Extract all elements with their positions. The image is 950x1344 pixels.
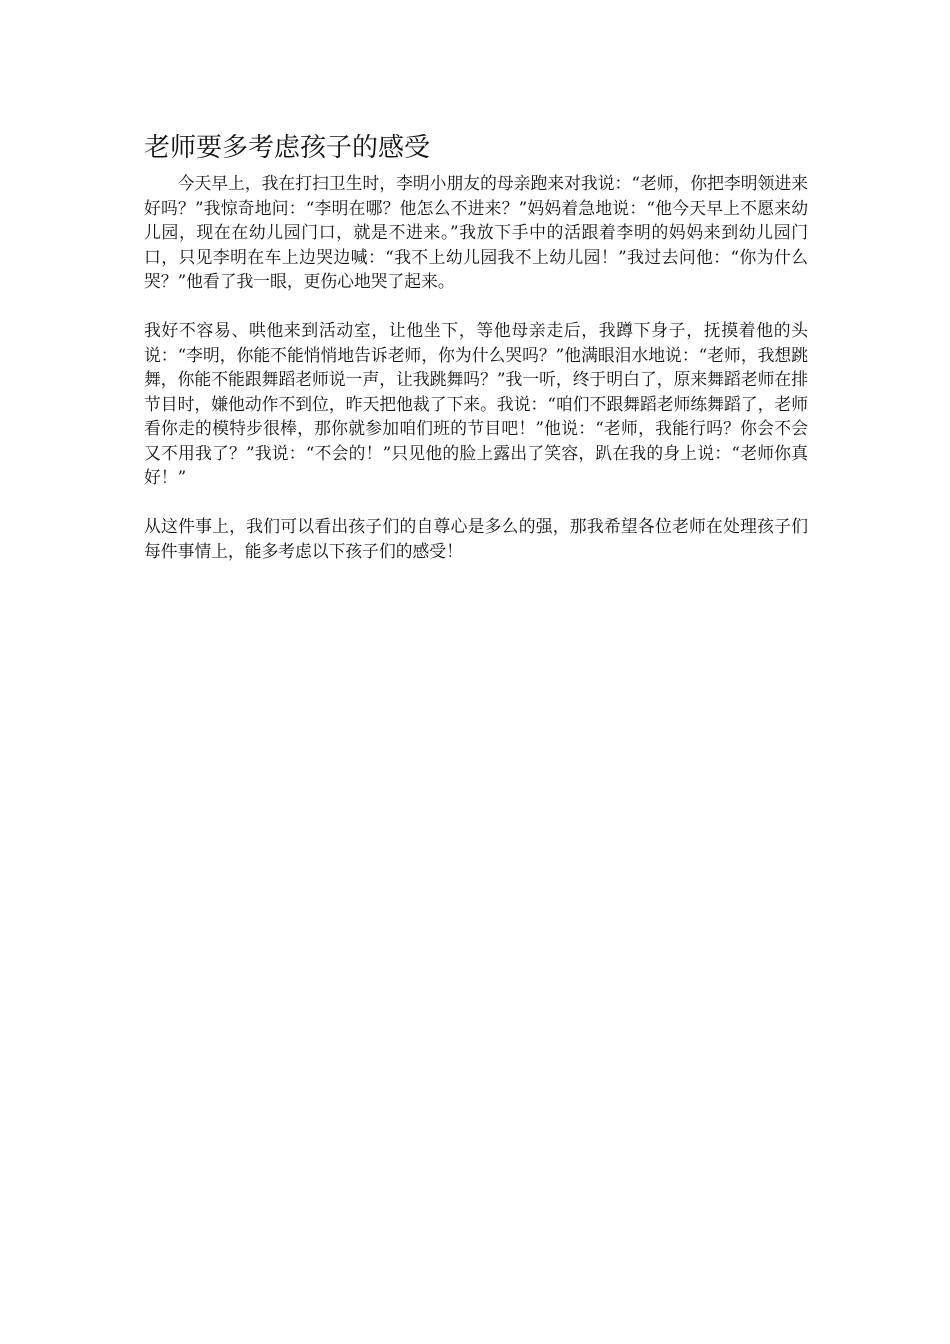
paragraph-2: 我好不容易、哄他来到活动室，让他坐下，等他母亲走后，我蹲下身子，抚摸着他的头说：“李明，你能不能悄悄地告诉老师，你为什么哭吗？”他满眼泪水地说：“老师，我想跳舞，你能不能跟舞蹈老师说一声，让我跳舞吗？”我一听，终于明白了，原来舞蹈老师在排节目时，嫌他动作不到位，昨天把他裁了下来。我说：“咱们不跟舞蹈老师练舞蹈了，老师看你走的模特步很棒，那你就参加咱们班的节目吧！”他说：“老师，我能行吗？你会不会又不用我了？”我说：“不会的！”只见他的脸上露出了笑容，趴在我的身上说：“老师你真好！”: [144, 320, 808, 487]
paragraph-3: 从这件事上，我们可以看出孩子们的自尊心是多么的强，那我希望各位老师在处理孩子们每件事情上，能多考虑以下孩子们的感受！: [144, 516, 808, 561]
paragraph-1: 今天早上，我在打扫卫生时，李明小朋友的母亲跑来对我说：“老师，你把李明领进来好吗？”我惊奇地问：“李明在哪？他怎么不进来？”妈妈着急地说：“他今天早上不愿来幼儿园，现在在幼儿园门口，就是不进来。”我放下手中的活跟着李明的妈妈来到幼儿园门口，只见李明在车上边哭边喊：“我不上幼儿园我不上幼儿园！”我过去问他：“你为什么哭？”他看了我一眼，更伤心地哭了起来。: [144, 173, 808, 291]
document-title: 老师要多考虑孩子的感受: [144, 133, 431, 163]
document-body: [144, 131, 808, 563]
